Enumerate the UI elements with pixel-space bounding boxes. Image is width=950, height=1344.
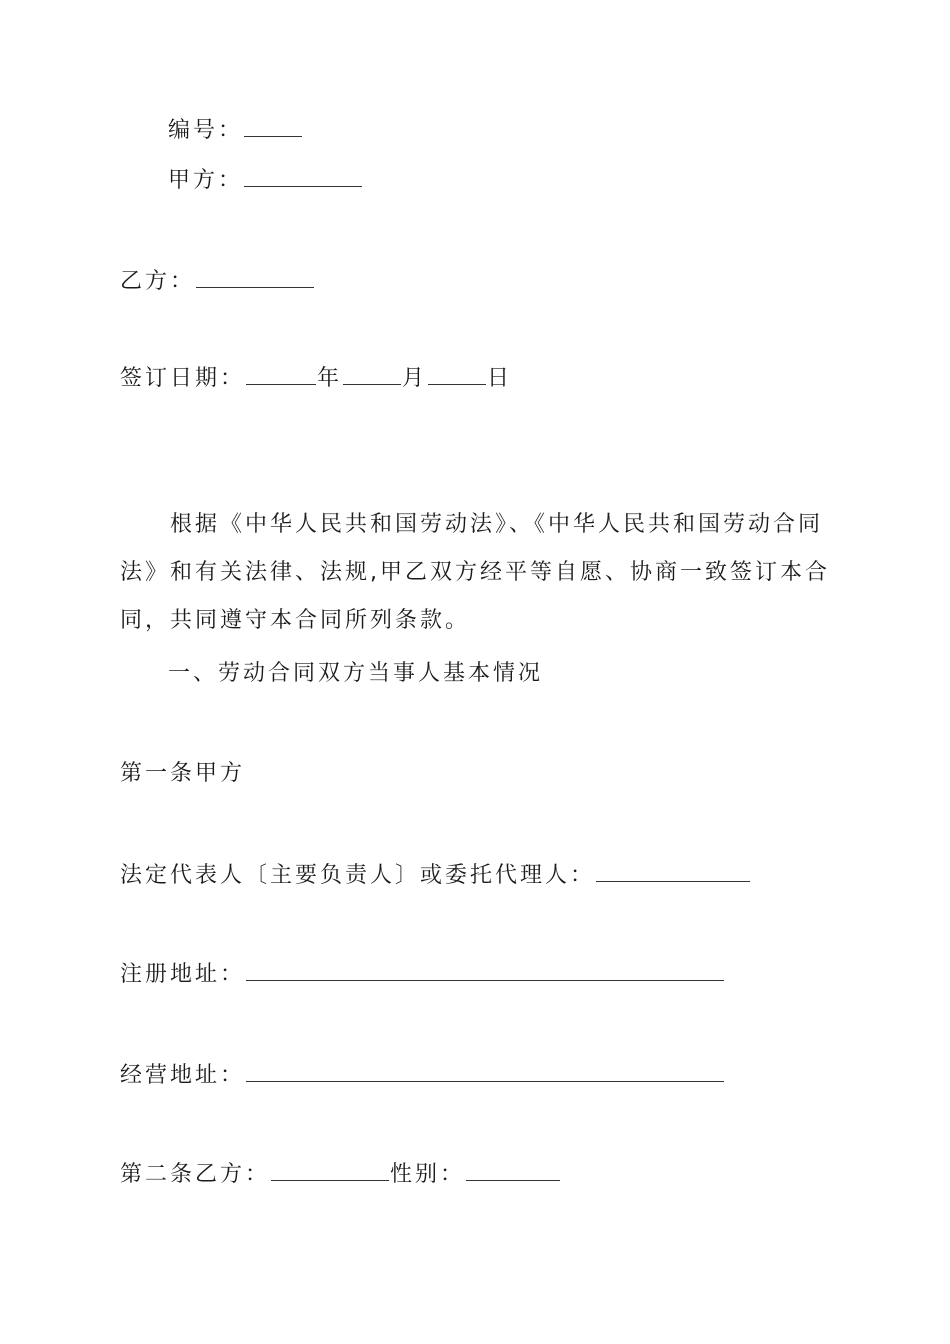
article-2-line [120,1160,561,1188]
sign-date-label: 签订日期： [120,366,246,391]
contract-number-blank[interactable] [244,116,302,137]
contract-number-line [168,116,303,144]
business-address-line [120,1061,725,1089]
sign-year-blank[interactable] [246,364,316,385]
article-1-title: 第一条甲方 [120,761,246,786]
year-label: 年 [317,366,343,391]
registered-address-blank[interactable] [246,960,724,981]
party-b-blank[interactable] [196,267,314,288]
registered-address-label: 注册地址： [120,962,246,987]
sign-month-blank[interactable] [343,364,401,385]
gender-blank[interactable] [466,1160,560,1181]
business-address-blank[interactable] [246,1061,724,1082]
month-label: 月 [402,366,428,391]
day-label: 日 [487,366,513,391]
preamble-paragraph: 根据《中华人民共和国劳动法》、《中华人民共和国劳动合同法》和有关法律、法规,甲乙双方经平等自愿、协商一致签订本合同，共同遵守本合同所列条款。 [120,512,830,633]
article-2-title: 第二条乙方： [120,1162,271,1187]
legal-rep-blank[interactable] [596,861,750,882]
party-b-label: 乙方： [120,269,196,294]
sign-day-blank[interactable] [428,364,486,385]
party-a-label: 甲方： [168,168,244,193]
party-a-blank[interactable] [244,166,362,187]
party-a-line [168,166,363,194]
contract-number-label: 编号： [168,118,244,143]
legal-rep-label: 法定代表人〔主要负责人〕或委托代理人： [120,863,596,888]
section-1-title: 一、劳动合同双方当事人基本情况 [168,661,544,686]
registered-address-line [120,960,725,988]
business-address-label: 经营地址： [120,1063,246,1088]
legal-rep-line [120,861,751,889]
gender-label: 性别： [390,1162,466,1187]
sign-date-line [120,364,512,392]
party-b-line [120,267,315,295]
party-b-name-blank[interactable] [271,1160,389,1181]
